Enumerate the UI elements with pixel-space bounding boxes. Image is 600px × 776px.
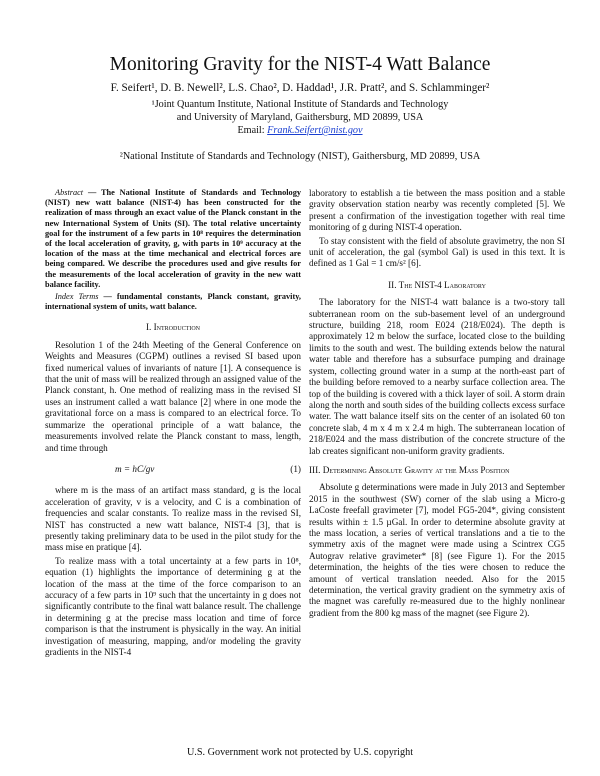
email-link[interactable]: Frank.Seifert@nist.gov [267, 125, 363, 136]
author-list: F. Seifert¹, D. B. Newell², L.S. Chao², D. Haddad¹, J.R. Pratt², and S. Schlamminger² [110, 82, 490, 94]
affiliation-1-line2: and University of Maryland, Gaithersburg, MD 20899, USA [176, 112, 424, 123]
right-paragraph-1: laboratory to establish a tie between the mass position and a stable gravity observation station nearby was recently completed [5]. We present a confirmation of the investigation together with real time monitoring of g during NIST-4 operation. [309, 188, 565, 233]
affiliation-1-line1: ¹Joint Quantum Institute, National Institute of Standards and Technology [151, 99, 449, 110]
section-heading-absolute-gravity: III. Determining Absolute Gravity at the Mass Position [309, 464, 510, 475]
email-label: Email: [237, 125, 268, 136]
intro-paragraph-1: Resolution 1 of the 24th Meeting of the General Conference on Weights and Measures (CGPM) outlines a revised SI based upon fixed numerical values of invariants of nature [1]. A consequence is that the unit of mass will be realized through an assigned value of the Planck constant, h. One method of realizing mass in the revised SI uses an instrument called a watt balance [2] where in one mode the gravitational force on a mass is compared to an electrical force. To summarize the operational principle of a watt balance, the measurements involved relate the Planck constant to mass, length, and time through [45, 339, 301, 453]
section-heading-introduction: I. Introduction [145, 322, 201, 333]
index-terms [45, 292, 301, 312]
paper-title: Monitoring Gravity for the NIST-4 Watt Balance [109, 54, 491, 75]
abstract [45, 188, 301, 290]
absolute-gravity-paragraph: Absolute g determinations were made in July 2013 and September 2015 in the southwest (SW) corner of the slab using a Micro-g LaCoste freefall gravimeter [7], model FG5-204*, giving consistent results within ± 1.5 µGal. In order to determine absolute gravity at the mass location, a series of vertical translations and a tie to the symmetry axis of the magnet were made using a Scintrex CG5 Autograv relative gravimeter* [8] (see Figure 1). For the 2015 determination, the heights of the ties were chosen to reduce the amount of vertical translation needed. Also for the 2015 determination, the vertical gravity gradient on the symmetry axis of the magnet was carefully re-measured due to the highly nonlinear gradient from the 800 kg mass of the magnet (see Figure 2). [309, 482, 565, 618]
copyright-footer: U.S. Government work not protected by U.S. copyright [186, 747, 414, 758]
abstract-text: — The National Institute of Standards and Technology (NIST) new watt balance (NIST-4) has been constructed for the realization of mass through an exact value of the Planck constant in the new International System of Units (SI). The total relative uncertainty goal for the instrument of a few parts in 10⁸ requires the determination of the local acceleration of gravity, g, with parts in 10⁹ accuracy at the location of the mass at the time mechanical and electrical forces are being compared. We describe the procedures used and give results for the measurements of the local acceleration of gravity in the new watt balance facility. [45, 188, 301, 289]
equation-number: (1) [290, 463, 301, 474]
right-column [309, 188, 565, 621]
email-line [40, 124, 560, 137]
right-paragraph-2: To stay consistent with the field of absolute gravimetry, the non SI unit of acceleration, the gal (symbol Gal) is used in this text. It is defined as 1 Gal = 1 cm/s² [6]. [309, 235, 565, 269]
section-heading-laboratory: II. The NIST-4 Laboratory [388, 279, 486, 290]
affiliation-1 [40, 98, 560, 137]
affiliation-2: ²National Institute of Standards and Technology (NIST), Gaithersburg, MD 20899, USA [119, 151, 481, 162]
index-terms-text: — fundamental constants, Planck constant, gravity, international system of units, watt balance. [45, 292, 301, 312]
abstract-label: Abstract [55, 188, 84, 197]
left-column [45, 188, 301, 660]
laboratory-paragraph: The laboratory for the NIST-4 watt balance is a two-story tall subterranean room on the sub-basement level of an underground structure, building 218, room E024 (218/E024). The depth is approximately 12 m below the surface, located close to the building limits to the south and west. The building extends below the natural water table and therefore has a subsurface pumping and drainage system, collecting ground water in a sump at the north-east part of the building before removed to a nearby surface collection area. The top of the building is covered with a thick layer of soil. A storm drain along the north and south sides of the building collects excess surface water. The watt balance itself sits on the center of an isolated 60 ton concrete slab, 4 m x 4 m x 2.4 m high. The subterranean location of 218/E024 and the mass distribution of the concrete structure of the lab creates significant non-uniform gravity gradients. [309, 297, 565, 456]
index-terms-label: Index Terms [55, 292, 99, 302]
intro-paragraph-3: To realize mass with a total uncertainty at a few parts in 10⁸, equation (1) highlights the importance of determining g at the location of the mass at the time of the force comparison to an accuracy of a few parts in 10⁹ such that the uncertainty in g does not significantly contribute to the final watt balance result. The challenge in determining g at the precise mass location and time of force comparison is that the instrument is physically in the way. An initial investigation of measuring, mapping, and/or modeling the gravity gradients in the NIST-4 [45, 555, 301, 657]
intro-paragraph-2: where m is the mass of an artifact mass standard, g is the local acceleration of gravity, v is a velocity, and C is a combination of frequencies and scalar constants. To realize mass in the revised SI, NIST has constructed a new watt balance, NIST-4 [3], that is presently taking preliminary data to be used in the pilot study for the mass mise en pratique [4]. [45, 485, 301, 553]
equation-expression: m = hC/gv [115, 463, 155, 474]
equation-1 [45, 464, 301, 475]
